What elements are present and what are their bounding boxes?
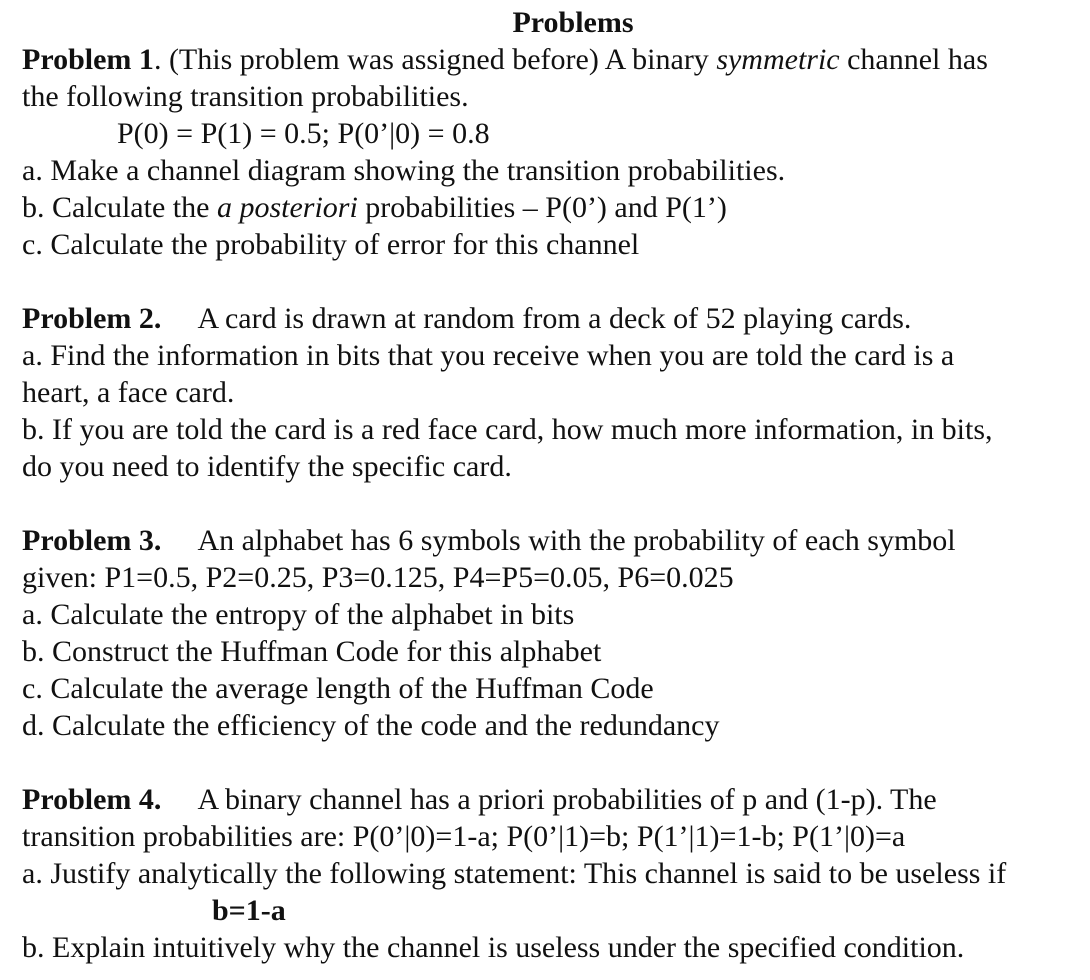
problem-4-condition: b=1-a bbox=[212, 894, 286, 927]
problem-2-part-a-line1: a. Find the information in bits that you receive when you are told the card is a bbox=[22, 339, 955, 372]
spacer bbox=[22, 744, 1084, 781]
problem-1-part-a: a. Make a channel diagram showing the transition probabilities. bbox=[22, 154, 786, 187]
problem-1-formula: P(0) = P(1) = 0.5; P(0’|0) = 0.8 bbox=[117, 117, 490, 150]
problem-2-part-a-line2: heart, a face card. bbox=[22, 376, 235, 409]
problem-3-part-c: c. Calculate the average length of the Huffman Code bbox=[22, 672, 654, 705]
problem-4-transition: transition probabilities are: P(0’|0)=1-a; P(0’|1)=b; P(1’|1)=1-b; P(1’|0)=a bbox=[22, 820, 906, 853]
problem-2-heading: Problem 2. bbox=[22, 302, 162, 335]
problem-1 bbox=[22, 41, 1084, 263]
problem-3-intro bbox=[22, 522, 1084, 559]
problem-3-given: given: P1=0.5, P2=0.25, P3=0.125, P4=P5=0.05, P6=0.025 bbox=[22, 561, 734, 594]
spacer bbox=[22, 263, 1084, 300]
problem-1-part-b-pre: b. Calculate the bbox=[22, 191, 217, 224]
problem-1-intro-emphasis: symmetric bbox=[716, 43, 840, 76]
problem-1-part-c: c. Calculate the probability of error for this channel bbox=[22, 228, 640, 261]
document-page bbox=[22, 4, 1084, 966]
problem-3-part-a: a. Calculate the entropy of the alphabet in bits bbox=[22, 598, 575, 631]
problem-2 bbox=[22, 300, 1084, 485]
problem-3-part-d: d. Calculate the efficiency of the code and the redundancy bbox=[22, 709, 720, 742]
problem-4 bbox=[22, 781, 1084, 966]
problem-1-intro-line2: the following transition probabilities. bbox=[22, 80, 469, 113]
spacer bbox=[22, 485, 1084, 522]
problem-3-part-b: b. Construct the Huffman Code for this alphabet bbox=[22, 635, 602, 668]
problem-4-intro bbox=[22, 781, 1084, 818]
problem-1-part-b-emphasis: a posteriori bbox=[216, 191, 358, 224]
problem-2-intro bbox=[22, 300, 1084, 337]
problem-1-intro-text-a: . (This problem was assigned before) A binary bbox=[153, 43, 717, 76]
problem-1-heading: Problem 1 bbox=[22, 43, 154, 76]
problem-1-part-b bbox=[22, 189, 1084, 226]
problem-3-heading: Problem 3. bbox=[22, 524, 162, 557]
problem-4-heading: Problem 4. bbox=[22, 783, 162, 816]
problem-4-part-a: a. Justify analytically the following statement: This channel is said to be useless if bbox=[22, 857, 1007, 890]
problem-1-part-b-post: probabilities – P(0’) and P(1’) bbox=[357, 191, 727, 224]
page-title: Problems bbox=[512, 6, 634, 39]
problem-1-intro bbox=[22, 41, 1084, 78]
problem-3-intro-text: An alphabet has 6 symbols with the probability of each symbol bbox=[197, 524, 956, 557]
problem-2-part-b-line2: do you need to identify the specific card. bbox=[22, 450, 512, 483]
problem-2-intro-text: A card is drawn at random from a deck of 52 playing cards. bbox=[197, 302, 912, 335]
problem-1-intro-text-b: channel has bbox=[839, 43, 988, 76]
problem-4-intro-text: A binary channel has a priori probabilities of p and (1-p). The bbox=[197, 783, 937, 816]
problem-4-part-b: b. Explain intuitively why the channel is useless under the specified condition. bbox=[22, 931, 965, 964]
problem-3 bbox=[22, 522, 1084, 744]
problem-2-part-b-line1: b. If you are told the card is a red face card, how much more information, in bits, bbox=[22, 413, 993, 446]
